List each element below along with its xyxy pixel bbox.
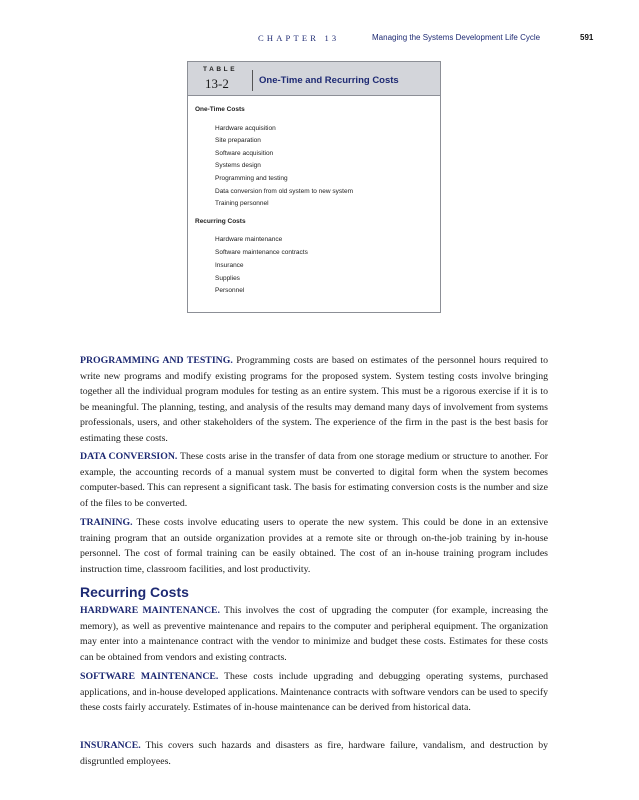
data-conversion-paragraph: [80, 449, 548, 511]
chapter-title: Managing the Systems Development Life Cycle: [372, 33, 541, 42]
training-heading: TRAINING.: [80, 517, 133, 528]
table-title: [259, 75, 399, 86]
table-body: [188, 96, 440, 312]
running-head: [0, 33, 639, 45]
recurring-costs-label: Recurring Costs: [195, 218, 246, 225]
table-item: Personnel: [215, 287, 245, 294]
table-item: Hardware maintenance: [215, 236, 283, 243]
software-maintenance-paragraph: [80, 669, 548, 716]
software-maintenance-heading: SOFTWARE MAINTENANCE.: [80, 671, 219, 682]
table-item: Systems design: [215, 162, 261, 169]
software-maintenance-body: These costs include upgrading and debugging operating systems, purchased applications, and in-house developed applications. Maintenance contracts with software vendors can be used to specify these costs fairly accurately. Estimates of in-house maintenance can be derived from historical data.: [80, 671, 548, 713]
cost-table: [187, 61, 441, 313]
table-item: Software maintenance contracts: [215, 249, 308, 256]
table-item: Training personnel: [215, 200, 269, 207]
programming-body: Programming costs are based on estimates of the personnel hours required to write new programs and modify existing programs for the proposed system. System testing costs involve bringing together all the individual program modules for testing as an entire system. This must be a rigorous exercise if it is to be meaningful. The planning, testing, and analysis of the results may demand many days of involvement from systems professionals, users, and other stakeholders of the system. The experience of the firm in the past is the best basis for estimating these costs.: [80, 355, 548, 444]
training-paragraph: [80, 515, 548, 577]
recurring-costs-heading: Recurring Costs: [80, 584, 189, 600]
hardware-maintenance-heading: HARDWARE MAINTENANCE.: [80, 605, 221, 616]
hardware-maintenance-body: This involves the cost of upgrading the computer (for example, increasing the memory), as well as preventive maintenance and repairs to the computer and peripheral equipment. The organization may enter into a maintenance contract with the vendor to minimize and budget these costs. Estimates for these costs can be obtained from vendors and existing contracts.: [80, 605, 548, 663]
table-item: Supplies: [215, 275, 240, 282]
table-item: Hardware acquisition: [215, 125, 276, 132]
programming-paragraph: [80, 353, 548, 446]
table-item: Site preparation: [215, 137, 261, 144]
one-time-costs-label: One-Time Costs: [195, 106, 245, 113]
table-item: Programming and testing: [215, 175, 288, 182]
table-item: Software acquisition: [215, 150, 274, 157]
table-header-divider: [252, 70, 253, 91]
programming-heading: PROGRAMMING AND TESTING.: [80, 355, 233, 366]
table-label: TABLE: [203, 66, 238, 73]
table-title-text: One-Time and Recurring Costs: [259, 75, 399, 86]
table-item: Data conversion from old system to new system: [215, 188, 353, 195]
table-item: Insurance: [215, 262, 244, 269]
data-conversion-heading: DATA CONVERSION.: [80, 451, 178, 462]
insurance-heading: INSURANCE.: [80, 740, 141, 751]
insurance-paragraph: [80, 738, 548, 769]
chapter-label: CHAPTER 13: [258, 33, 340, 43]
insurance-body: This covers such hazards and disasters as fire, hardware failure, vandalism, and destruction by disgruntled employees.: [80, 740, 549, 767]
table-number: 13-2: [205, 76, 229, 91]
data-conversion-body: These costs arise in the transfer of data from one storage medium or structure to another. For example, the accounting records of a manual system must be converted to digital form when the system becomes computer-based. This can represent a significant task. The basis for estimating conversion costs is the number and size of the files to be converted.: [80, 451, 548, 509]
page-number: 591: [580, 33, 594, 42]
hardware-maintenance-paragraph: [80, 603, 548, 665]
training-body: These costs involve educating users to operate the new system. This could be done in an extensive training program that an outside organization provides at a remote site or through on-the-job training by in-house personnel. The cost of formal training can be easily obtained. The cost of an in-house training program includes instruction time, classroom facilities, and lost productivity.: [80, 517, 548, 575]
table-header: [188, 62, 440, 96]
